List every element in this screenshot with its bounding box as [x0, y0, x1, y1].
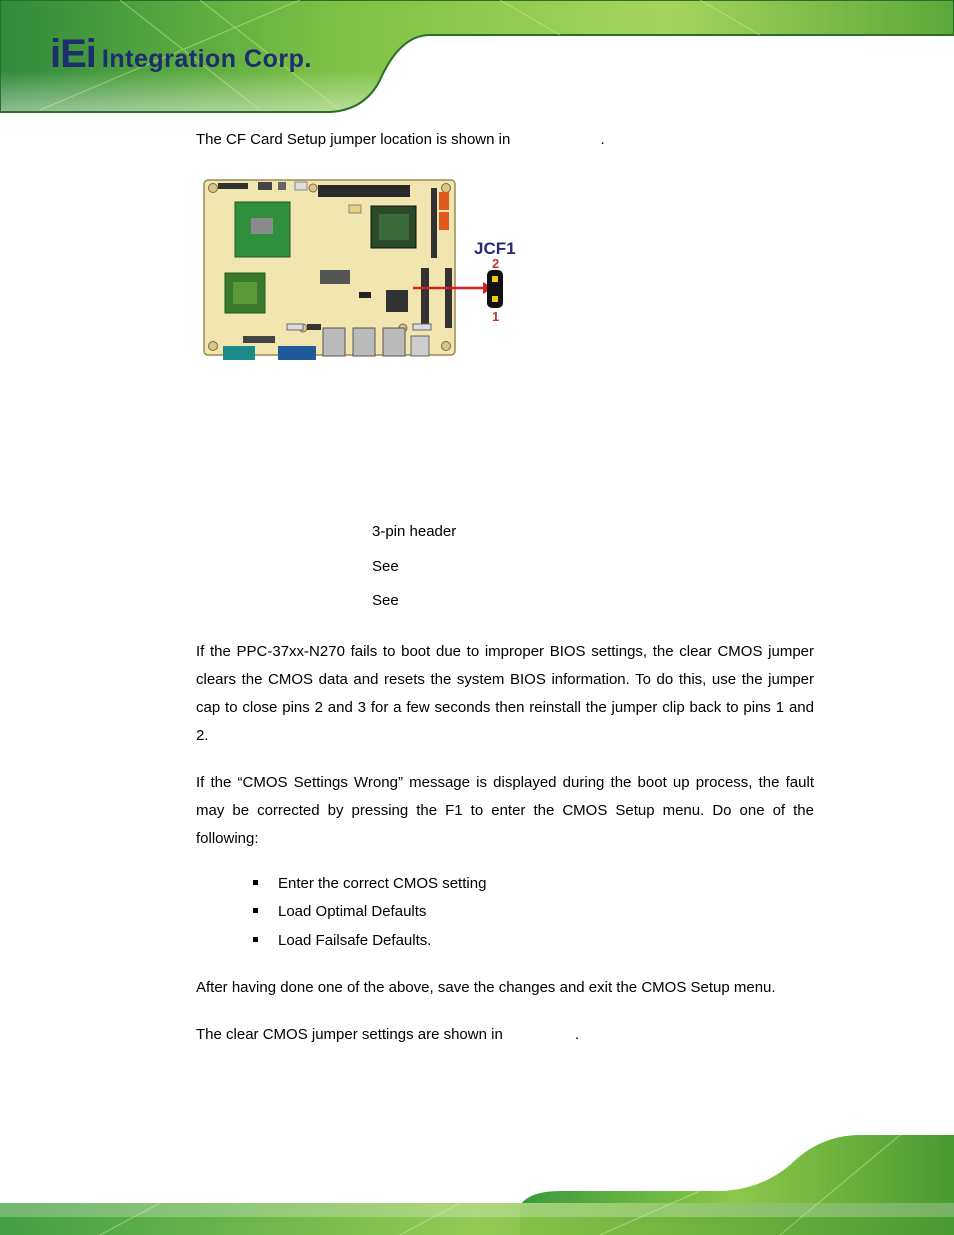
closing-period: .	[574, 1026, 580, 1043]
paragraph-after: After having done one of the above, save the changes and exit the CMOS Setup menu.	[196, 979, 776, 996]
bullet-icon	[253, 880, 258, 885]
bullet-text: Enter the correct CMOS setting	[278, 875, 487, 892]
bullet-icon	[253, 937, 258, 942]
intro-line	[196, 126, 605, 154]
paragraph-cmos-wrong: If the “CMOS Settings Wrong” message is displayed during the boot up process, the fault may be corrected by pressing the F1 to enter the CMOS Setup menu. Do one of the following:	[196, 774, 814, 847]
list-item	[253, 901, 426, 923]
list-item	[253, 873, 486, 895]
jumper-location-ref: See	[372, 592, 399, 609]
paragraph-clear-cmos: If the PPC-37xx-N270 fails to boot due to improper BIOS settings, the clear CMOS jumper clears the CMOS data and resets the system BIOS information. To do this, use the jumper cap to close pins 2 and 3 for a few seconds then reinstall the jumper clip back to pins 1 and 2.	[196, 643, 814, 744]
pin-label-bottom: 1	[492, 309, 500, 324]
pin-label-top: 2	[492, 256, 500, 271]
bullet-text: Load Optimal Defaults	[278, 903, 427, 920]
list-item	[253, 930, 431, 952]
board-layout-figure	[203, 178, 523, 363]
jumper-type-value: 3-pin header	[372, 523, 457, 540]
jumper-pin-2	[492, 276, 498, 282]
closing-line	[196, 1021, 579, 1049]
jumper-label: JCF1	[474, 239, 516, 258]
jumper-block	[487, 270, 503, 308]
footer-banner	[0, 1125, 954, 1235]
logo-letters: iEi	[50, 32, 96, 76]
company-logo	[50, 30, 312, 74]
jumper-settings-ref: See	[372, 558, 399, 575]
bullet-text: Load Failsafe Defaults.	[278, 932, 432, 949]
closing-text: The clear CMOS jumper settings are shown in	[196, 1026, 503, 1043]
intro-text: The CF Card Setup jumper location is shown in	[196, 131, 511, 148]
intro-period: .	[600, 131, 605, 148]
logo-text: Integration Corp.	[101, 45, 312, 73]
bullet-icon	[253, 908, 258, 913]
jumper-pin-1	[492, 296, 498, 302]
